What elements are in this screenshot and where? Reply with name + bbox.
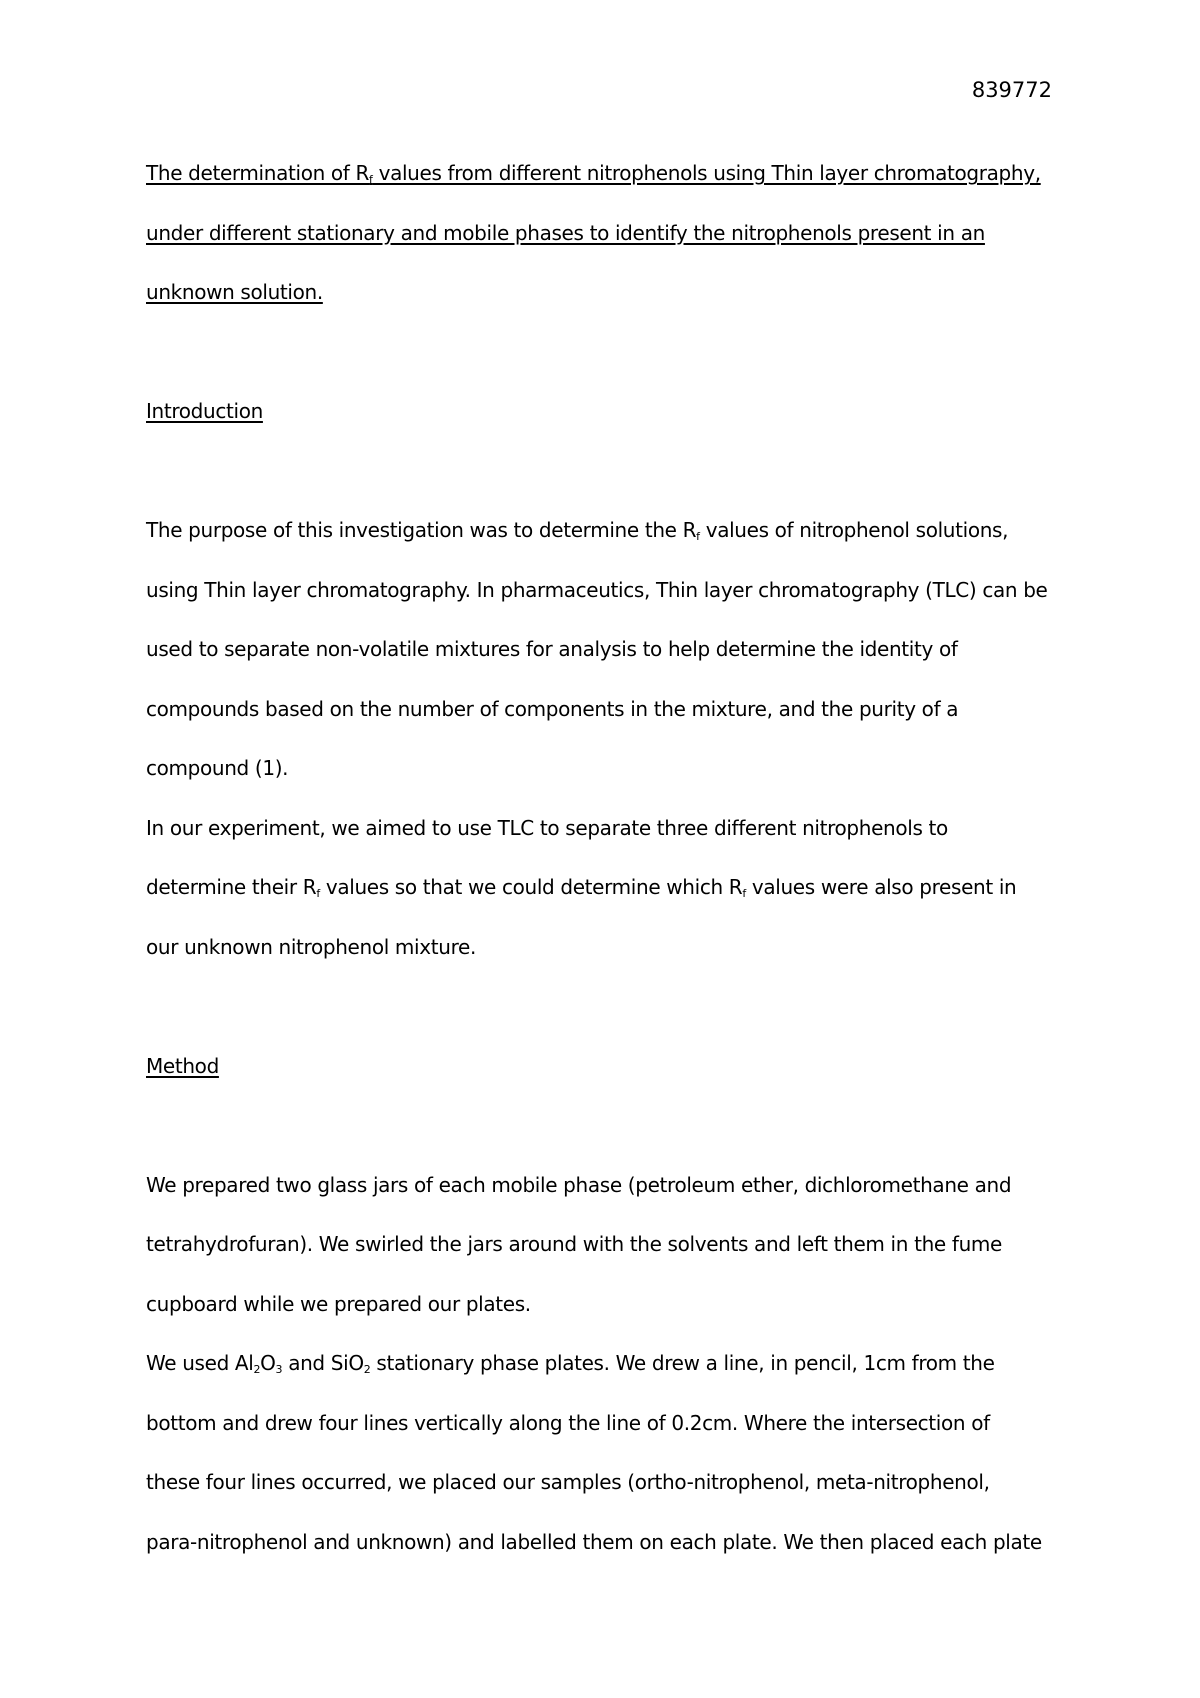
document-title-line-3: unknown solution. xyxy=(146,280,323,304)
spacer xyxy=(146,442,1066,502)
paragraph-line: our unknown nitrophenol mixture. xyxy=(146,934,476,959)
paragraph-line: cupboard while we prepared our plates. xyxy=(146,1291,531,1316)
paragraph-line: determine their $R_f$ values so that we could determine which $R_f$ values were also present in xyxy=(146,875,1017,900)
document-title-line-1: The determination of $R_f$ values from different nitrophenols using Thin layer chromatography, xyxy=(146,161,1041,186)
paragraph-line: bottom and drew four lines vertically along the line of 0.2cm. Where the intersection of xyxy=(146,1410,990,1435)
paragraph-line: We prepared two glass jars of each mobile phase (petroleum ether, dichloromethane and xyxy=(146,1172,1012,1197)
spacer xyxy=(146,977,1066,1037)
document-body xyxy=(146,144,1066,1572)
paragraph-line: tetrahydrofuran). We swirled the jars around with the solvents and left them in the fume xyxy=(146,1232,1002,1256)
document-title-line-2: under different stationary and mobile phases to identify the nitrophenols present in an xyxy=(146,220,985,245)
paragraph-line: We used $Al_2O_3$ and SiO$_2$ stationary phase plates. We drew a line, in pencil, 1cm from the xyxy=(146,1351,995,1376)
paragraph-line: these four lines occurred, we placed our samples (ortho-nitrophenol, meta-nitrophenol, xyxy=(146,1470,990,1494)
paragraph-line: para-nitrophenol and unknown) and labelled them on each plate. We then placed each plate xyxy=(146,1529,1042,1554)
paragraph-line: The purpose of this investigation was to determine the $R_f$ values of nitrophenol solutions, xyxy=(146,518,1009,543)
paragraph-line: compound (1). xyxy=(146,756,289,780)
paragraph-line: used to separate non-volatile mixtures for analysis to help determine the identity of xyxy=(146,637,958,661)
method-heading: Method xyxy=(146,1053,219,1078)
spacer xyxy=(146,323,1066,383)
page-number: 839772 xyxy=(971,78,1052,102)
spacer xyxy=(146,1096,1066,1156)
paragraph-line: using Thin layer chromatography. In pharmaceutics, Thin layer chromatography (TLC) can be xyxy=(146,577,1048,602)
paragraph-line: In our experiment, we aimed to use TLC to separate three different nitrophenols to xyxy=(146,815,948,840)
introduction-heading: Introduction xyxy=(146,399,263,423)
paragraph-line: compounds based on the number of components in the mixture, and the purity of a xyxy=(146,696,959,721)
